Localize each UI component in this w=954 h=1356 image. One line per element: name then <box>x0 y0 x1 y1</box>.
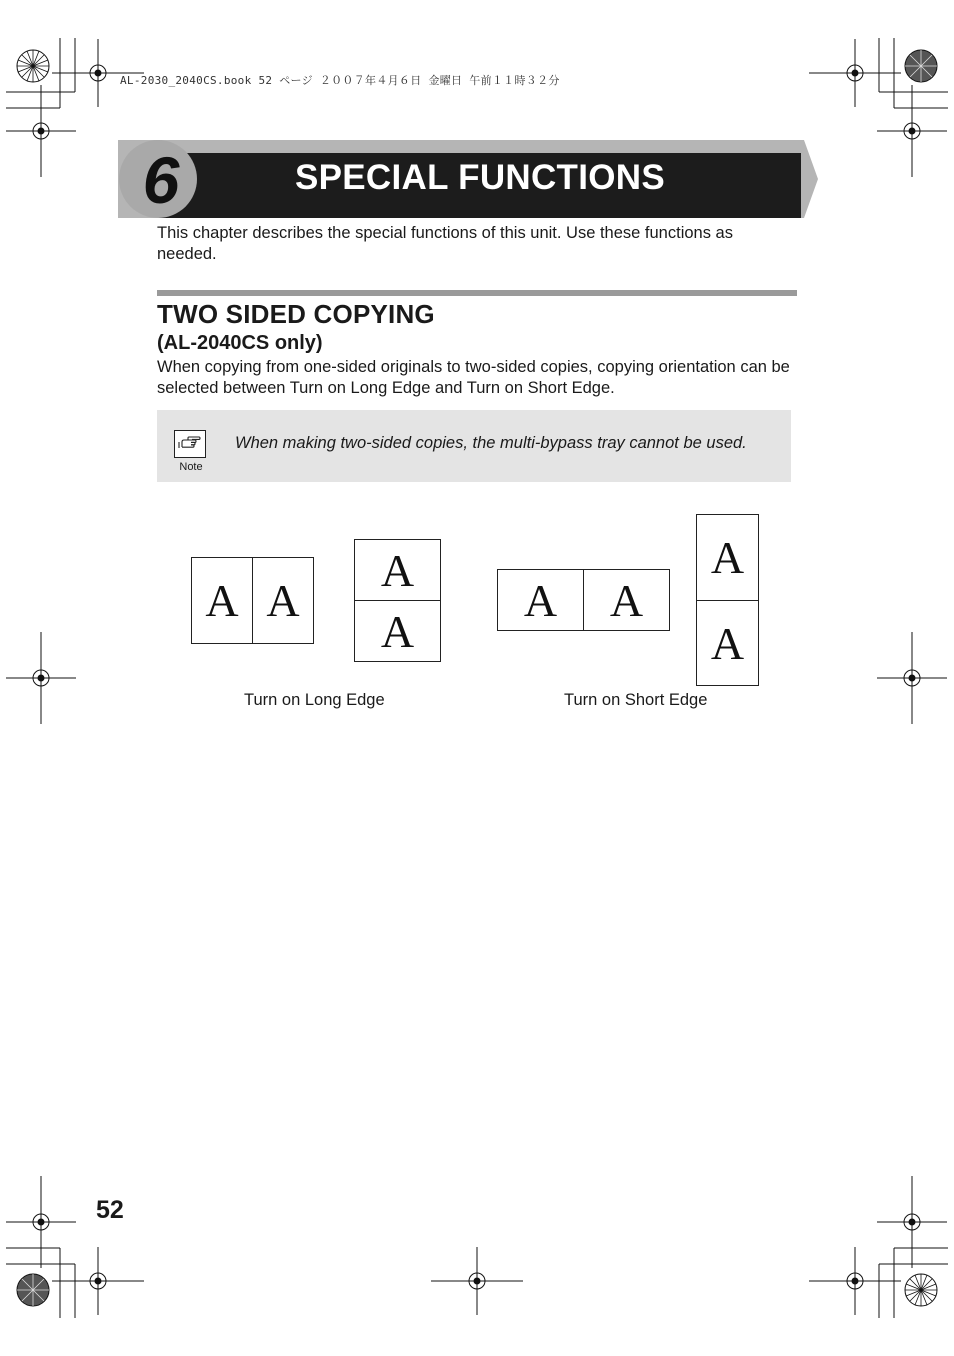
diagram-page: A <box>696 514 759 601</box>
long-edge-caption: Turn on Long Edge <box>244 691 385 709</box>
chapter-number: 6 <box>142 143 180 217</box>
section-body: When copying from one-sided originals to two-sided copies, copying orientation can be selected between Turn on Long Edge and Turn on Short Edge. <box>157 358 790 397</box>
diagram-page: A <box>583 569 670 631</box>
section-divider <box>157 290 797 296</box>
section-title: TWO SIDED COPYING <box>157 299 435 329</box>
diagram-page: A <box>696 600 759 686</box>
chapter-title: SPECIAL FUNCTIONS <box>294 158 666 197</box>
print-header-info: AL-2030_2040CS.book 52 ページ ２００７年４月６日 金曜日 午前１１時３２分 <box>120 74 560 87</box>
note-label: Note <box>179 461 203 473</box>
section-subtitle: (AL-2040CS only) <box>157 332 323 354</box>
pointing-hand-icon <box>174 430 206 458</box>
diagram-page: A <box>354 539 441 601</box>
diagram-page: A <box>354 600 441 662</box>
diagram-page: A <box>191 557 253 644</box>
chapter-intro: This chapter describes the special functions of this unit. Use these functions as needed. <box>157 224 733 263</box>
short-edge-caption: Turn on Short Edge <box>564 691 708 709</box>
page-number: 52 <box>96 1196 124 1224</box>
diagram-page: A <box>252 557 314 644</box>
note-text: When making two-sided copies, the multi-bypass tray cannot be used. <box>235 434 747 452</box>
diagram-page: A <box>497 569 584 631</box>
